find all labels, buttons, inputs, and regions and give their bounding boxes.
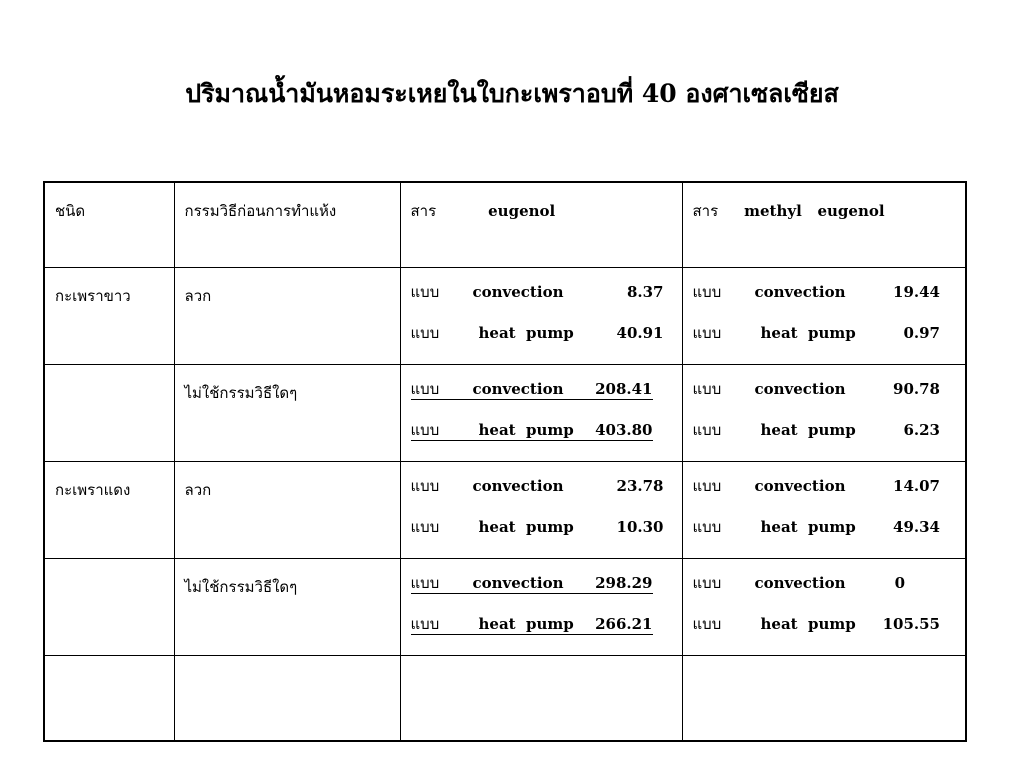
method-name: heat pump [478,421,574,439]
method-name: convection [472,477,564,495]
header-methyl-prefix: สาร [692,202,719,220]
method-name: heat pump [760,324,856,342]
method-name: convection [754,574,846,592]
cell-methyl-eugenol [682,462,966,559]
measurement-value: 90.78 [893,380,940,398]
cell-methyl-eugenol [682,365,966,462]
cell-eugenol [400,268,682,365]
measurement-line [693,282,966,323]
method-name: convection [472,283,564,301]
method-prefix: แบบ [692,283,722,301]
table-row [44,268,966,365]
method-prefix: แบบ [692,518,722,536]
cell-pretreatment [174,365,400,462]
measurement-line [693,323,966,364]
cell-empty [400,656,682,742]
method-prefix: แบบ [410,380,440,398]
header-methyl-name: methyl eugenol [744,202,885,220]
measurement-value: 49.34 [893,518,940,536]
method-prefix: แบบ [410,324,440,342]
method-name: heat pump [760,518,856,536]
cell-type [44,365,174,462]
header-type-label: ชนิด [55,202,86,220]
measurement-line [411,573,653,614]
measurement-value: 0.97 [903,324,940,342]
measurement-line [693,420,966,461]
cell-type-text: กะเพราขาว [55,287,131,305]
measurement-line [411,420,653,461]
measurement-line [693,476,966,517]
cell-type-text: กะเพราแดง [55,481,131,499]
method-name: convection [472,574,564,592]
measurement-line [411,282,682,323]
method-prefix: แบบ [692,380,722,398]
measurement-line [693,517,966,558]
cell-pretreatment [174,559,400,656]
method-name: heat pump [478,324,574,342]
cell-empty [44,656,174,742]
method-name: convection [472,380,564,398]
data-table [43,181,967,742]
cell-type [44,462,174,559]
measurement-value: 266.21 [595,615,653,633]
method-prefix: แบบ [692,615,722,633]
measurement-value: 8.37 [626,283,664,301]
measurement-value: 105.55 [882,615,940,633]
header-row [44,182,966,268]
measurement-line [693,379,966,420]
header-eugenol [400,182,682,268]
measurement-value: 40.91 [616,324,664,342]
cell-pretreatment-text: ลวก [184,481,212,499]
page-title: ปริมาณน้ำมันหอมระเหยในใบกะเพราอบที่ 40 องศาเซลเซียส [185,79,839,108]
method-prefix: แบบ [410,421,440,439]
measurement-line [411,517,682,558]
measurement-value: 19.44 [893,283,940,301]
cell-methyl-eugenol [682,268,966,365]
cell-pretreatment [174,268,400,365]
method-name: convection [754,380,846,398]
table-row [44,365,966,462]
cell-type-text [45,365,174,381]
cell-eugenol [400,462,682,559]
cell-methyl-eugenol [682,559,966,656]
method-prefix: แบบ [692,574,722,592]
method-prefix: แบบ [410,477,440,495]
cell-empty [174,656,400,742]
method-prefix: แบบ [692,477,722,495]
measurement-value: 10.30 [616,518,664,536]
measurement-line [693,614,966,655]
cell-pretreatment-text: ไม่ใช้กรรมวิธีใดๆ [184,384,298,402]
measurement-value: 403.80 [595,421,653,439]
method-prefix: แบบ [692,421,722,439]
method-name: heat pump [760,421,856,439]
table-row [44,559,966,656]
cell-pretreatment-text: ลวก [184,287,212,305]
measurement-value: 23.78 [616,477,664,495]
measurement-value: 0 [894,574,905,592]
cell-type [44,268,174,365]
header-eugenol-prefix: สาร [410,202,437,220]
measurement-value: 298.29 [595,574,653,592]
method-name: heat pump [478,615,574,633]
cell-eugenol [400,559,682,656]
cell-type [44,559,174,656]
method-name: convection [754,283,846,301]
method-prefix: แบบ [410,518,440,536]
method-name: heat pump [478,518,574,536]
header-methyl-eugenol [682,182,966,268]
measurement-value: 208.41 [595,380,653,398]
cell-empty [682,656,966,742]
header-eugenol-name: eugenol [488,202,556,220]
method-name: convection [754,477,846,495]
header-pretreatment-label: กรรมวิธีก่อนการทำแห้ง [184,202,337,220]
measurement-value: 14.07 [893,477,940,495]
table-row-empty [44,656,966,742]
measurement-line [693,573,966,614]
cell-type-text [45,559,174,575]
header-type [44,182,174,268]
measurement-line [411,476,682,517]
measurement-value: 6.23 [903,421,940,439]
method-name: heat pump [760,615,856,633]
method-prefix: แบบ [410,283,440,301]
cell-pretreatment-text: ไม่ใช้กรรมวิธีใดๆ [184,578,298,596]
method-prefix: แบบ [410,574,440,592]
method-prefix: แบบ [410,615,440,633]
measurement-line [411,323,682,364]
cell-pretreatment [174,462,400,559]
measurement-line [411,614,653,655]
measurement-line [411,379,653,420]
method-prefix: แบบ [692,324,722,342]
header-pretreatment [174,182,400,268]
cell-eugenol [400,365,682,462]
table-row [44,462,966,559]
